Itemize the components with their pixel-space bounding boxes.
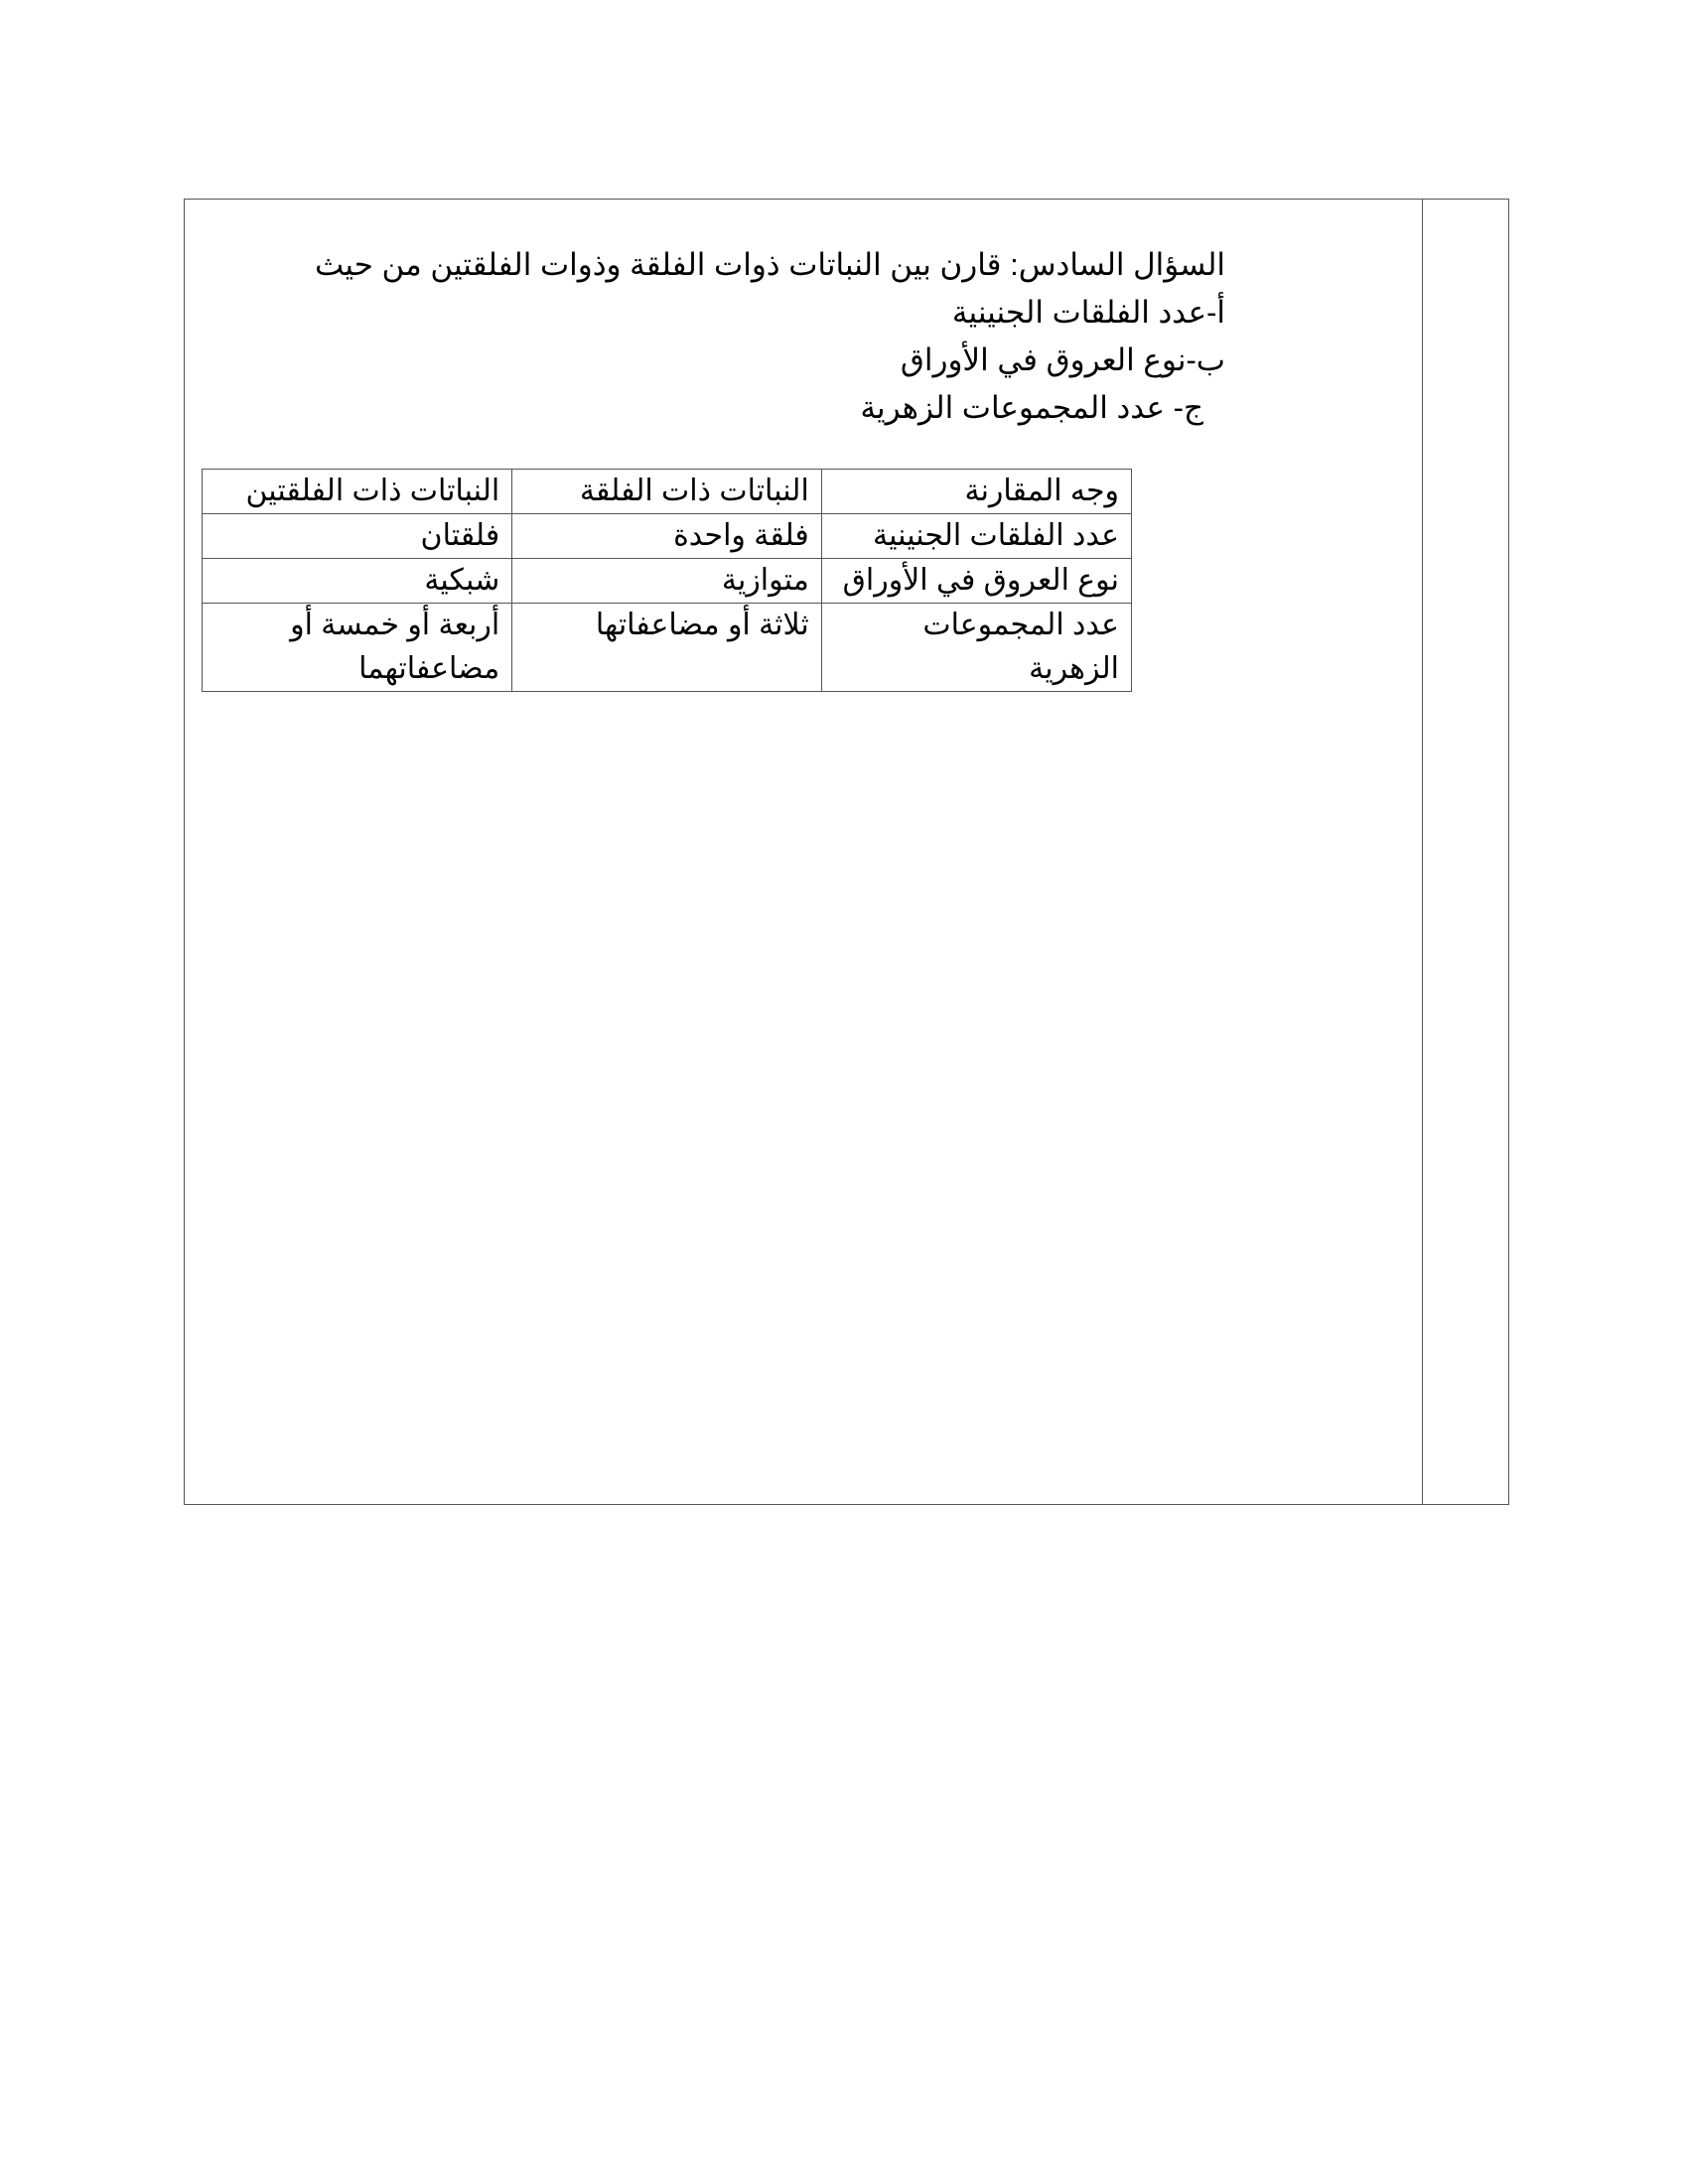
table-cell: عدد الفلقات الجنينية bbox=[821, 514, 1131, 559]
answer-frame bbox=[184, 199, 1509, 1505]
table-row bbox=[203, 514, 1132, 559]
question-item-b: ب-نوع العروق في الأوراق bbox=[900, 342, 1225, 377]
table-row bbox=[203, 604, 1132, 692]
table-cell: نوع العروق في الأوراق bbox=[821, 559, 1131, 604]
table-cell: ثلاثة أو مضاعفاتها bbox=[512, 604, 822, 692]
table-header-cell: النباتات ذات الفلقتين bbox=[203, 470, 512, 514]
table-cell: متوازية bbox=[512, 559, 822, 604]
table-cell: شبكية bbox=[203, 559, 512, 604]
question-title: السؤال السادس: قارن بين النباتات ذوات الفلقة وذوات الفلقتين من حيث bbox=[314, 247, 1225, 282]
table-cell: عدد المجموعات الزهرية bbox=[821, 604, 1131, 692]
comparison-table bbox=[202, 469, 1132, 692]
question-block bbox=[315, 241, 1225, 432]
table-row bbox=[203, 559, 1132, 604]
question-item-a: أ-عدد الفلقات الجنينية bbox=[951, 295, 1225, 330]
question-item-c: ج- عدد المجموعات الزهرية bbox=[860, 390, 1203, 425]
table-header-row bbox=[203, 470, 1132, 514]
table-cell: فلقتان bbox=[203, 514, 512, 559]
table-cell: فلقة واحدة bbox=[512, 514, 822, 559]
table-cell: أربعة أو خمسة أو مضاعفاتهما bbox=[203, 604, 512, 692]
table-header-cell: وجه المقارنة bbox=[821, 470, 1131, 514]
margin-column-divider bbox=[1422, 200, 1423, 1504]
table-header-cell: النباتات ذات الفلقة bbox=[512, 470, 822, 514]
